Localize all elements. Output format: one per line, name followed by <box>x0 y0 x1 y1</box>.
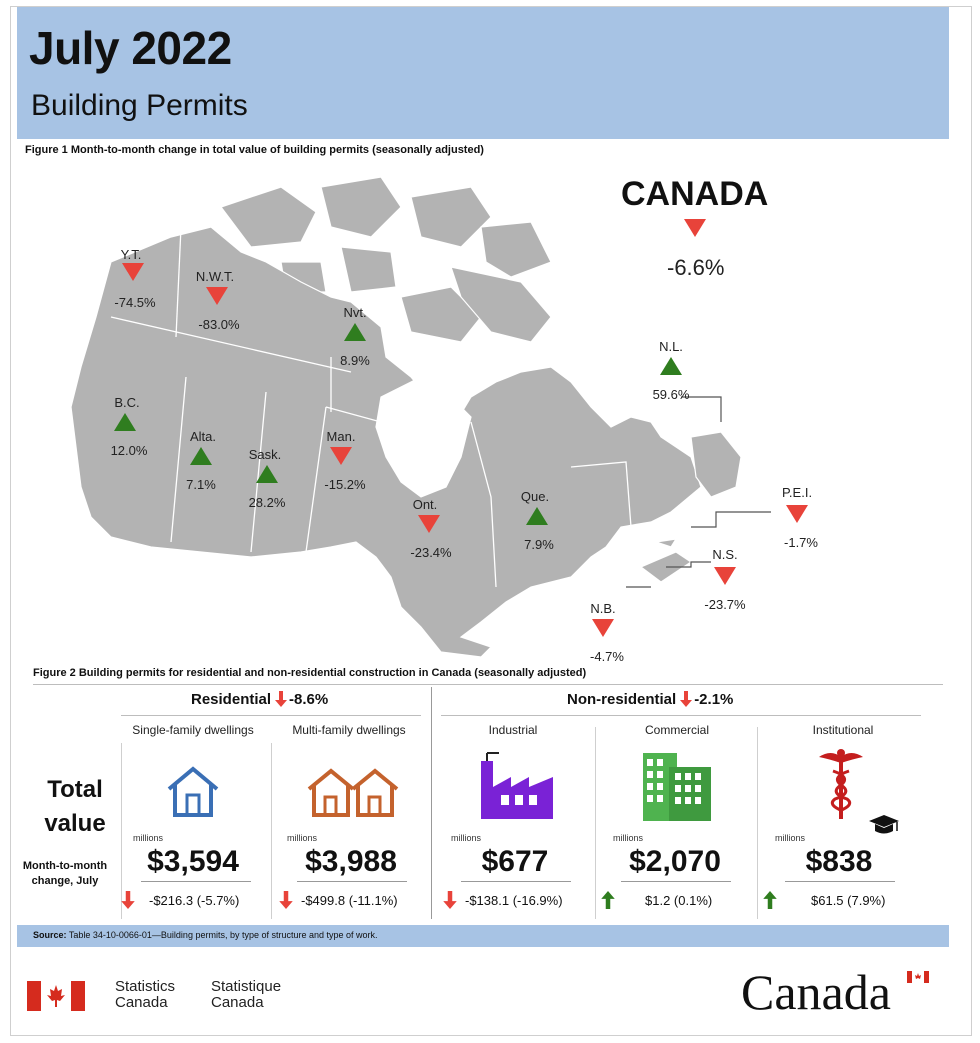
amount-underline <box>785 881 895 882</box>
region-down-arrow-icon <box>714 567 736 585</box>
region-label-man: Man. <box>326 429 356 444</box>
category-label-institutional: Institutional <box>812 723 874 737</box>
region-value-pei: -1.7% <box>784 535 818 550</box>
region-value-bc: 12.0% <box>110 443 148 458</box>
change-single-family: -$216.3 (-5.7%) <box>149 893 240 908</box>
column-divider <box>271 743 272 919</box>
column-divider <box>757 727 758 919</box>
region-up-arrow-icon <box>256 465 278 483</box>
row-label-month-change: Month-to-month change, July <box>22 860 108 887</box>
houses-icon <box>307 763 399 819</box>
statcan-name-en: Statistics Canada <box>115 978 176 1011</box>
region-label-alta: Alta. <box>189 429 217 444</box>
amount-underline <box>141 881 251 882</box>
region-label-yt: Y.T. <box>120 247 142 262</box>
down-arrow-icon <box>121 891 135 909</box>
category-label-multi-family: Multi-family dwellings <box>292 723 406 737</box>
region-up-arrow-icon <box>344 323 366 341</box>
region-label-nwt: N.W.T. <box>195 269 235 284</box>
arctic-island <box>411 187 491 247</box>
graduation-cap-icon <box>867 813 901 837</box>
amount-single-family: $3,594 <box>147 845 239 878</box>
page-subtitle: Building Permits <box>31 89 248 122</box>
region-label-ont: Ont. <box>412 497 438 512</box>
divider <box>121 715 421 716</box>
amount-commercial: $2,070 <box>629 845 721 878</box>
region-down-arrow-icon <box>122 263 144 281</box>
up-arrow-icon <box>763 891 777 909</box>
region-label-nb: N.B. <box>590 601 616 616</box>
canada-map <box>51 167 771 667</box>
residential-label: Residential <box>191 691 272 708</box>
amount-underline <box>621 881 731 882</box>
arctic-island <box>481 222 551 277</box>
figure2-caption: Figure 2 Building permits for residential and non-residential construction in Canada (seasonally adjusted) <box>33 667 587 679</box>
region-label-nl: N.L. <box>659 339 683 354</box>
amount-underline <box>461 881 571 882</box>
source-text: Table 34-10-0066-01—Building permits, by type of structure and type of work. <box>68 930 378 940</box>
category-label-single-family: Single-family dwellings <box>132 723 254 737</box>
region-label-sask: Sask. <box>248 447 282 462</box>
millions-label: millions <box>775 833 806 843</box>
canada-flag-icon <box>27 981 85 1011</box>
region-label-ns: N.S. <box>712 547 738 562</box>
column-divider <box>595 727 596 919</box>
region-value-que: 7.9% <box>524 537 554 552</box>
down-arrow-icon <box>279 891 293 909</box>
region-label-que: Que. <box>520 489 550 504</box>
non-residential-label: Non-residential <box>567 691 677 708</box>
millions-label: millions <box>613 833 644 843</box>
region-value-nvt: 8.9% <box>340 353 370 368</box>
down-arrow-icon <box>275 691 287 711</box>
canada-label: CANADA <box>621 175 769 213</box>
millions-label: millions <box>451 833 482 843</box>
change-industrial: -$138.1 (-16.9%) <box>465 893 563 908</box>
residential-heading <box>191 691 328 711</box>
divider <box>33 684 943 685</box>
region-label-nvt: Nvt. <box>343 305 367 320</box>
wordmark-flag-icon <box>907 971 929 983</box>
arctic-island <box>341 247 396 292</box>
down-arrow-icon <box>680 691 692 711</box>
pei <box>656 539 676 547</box>
region-value-nl: 59.6% <box>652 387 690 402</box>
residential-change: -8.6% <box>289 691 329 708</box>
section-divider <box>431 687 432 919</box>
region-value-yt: -74.5% <box>114 295 156 310</box>
region-value-nwt: -83.0% <box>198 317 240 332</box>
region-label-pei: P.E.I. <box>781 485 813 500</box>
up-arrow-icon <box>601 891 615 909</box>
region-down-arrow-icon <box>206 287 228 305</box>
amount-industrial: $677 <box>481 845 549 878</box>
page-title: July 2022 <box>29 22 232 74</box>
region-value-man: -15.2% <box>324 477 366 492</box>
region-up-arrow-icon <box>190 447 212 465</box>
region-label-bc: B.C. <box>114 395 140 410</box>
title-banner <box>17 7 949 139</box>
amount-multi-family: $3,988 <box>305 845 397 878</box>
amount-institutional: $838 <box>805 845 873 878</box>
region-value-alta: 7.1% <box>186 477 216 492</box>
arctic-island <box>321 177 401 237</box>
millions-label: millions <box>287 833 318 843</box>
row-label-total-value: Total value <box>44 776 106 837</box>
change-multi-family: -$499.8 (-11.1%) <box>301 893 398 908</box>
region-down-arrow-icon <box>592 619 614 637</box>
office-building-icon <box>639 747 715 823</box>
change-commercial: $1.2 (0.1%) <box>645 893 713 908</box>
region-down-arrow-icon <box>418 515 440 533</box>
region-down-arrow-icon <box>786 505 808 523</box>
amount-underline <box>297 881 407 882</box>
canada-value: -6.6% <box>667 255 725 280</box>
caduceus-icon <box>817 747 865 821</box>
arctic-island <box>221 187 316 247</box>
non-residential-change: -2.1% <box>694 691 734 708</box>
non-residential-heading <box>567 691 733 711</box>
divider <box>441 715 921 716</box>
house-icon <box>165 763 221 819</box>
region-value-ns: -23.7% <box>704 597 746 612</box>
region-up-arrow-icon <box>114 413 136 431</box>
millions-label: millions <box>133 833 164 843</box>
category-label-industrial: Industrial <box>488 723 538 737</box>
region-up-arrow-icon <box>526 507 548 525</box>
infographic <box>10 6 972 1036</box>
canada-down-arrow-icon <box>684 219 706 237</box>
factory-icon <box>477 749 557 821</box>
statcan-name-fr: Statistique Canada <box>211 978 282 1011</box>
region-down-arrow-icon <box>330 447 352 465</box>
region-value-sask: 28.2% <box>248 495 286 510</box>
figure1-caption: Figure 1 Month-to-month change in total value of building permits (seasonally adjusted) <box>25 144 484 156</box>
canada-wordmark: Canada <box>741 964 891 1020</box>
category-label-commercial: Commercial <box>644 723 710 737</box>
source-note <box>17 925 949 947</box>
down-arrow-icon <box>443 891 457 909</box>
region-value-ont: -23.4% <box>410 545 452 560</box>
region-value-nb: -4.7% <box>590 649 624 664</box>
change-institutional: $61.5 (7.9%) <box>811 893 886 908</box>
source-label: Source: <box>33 930 67 940</box>
region-up-arrow-icon <box>660 357 682 375</box>
